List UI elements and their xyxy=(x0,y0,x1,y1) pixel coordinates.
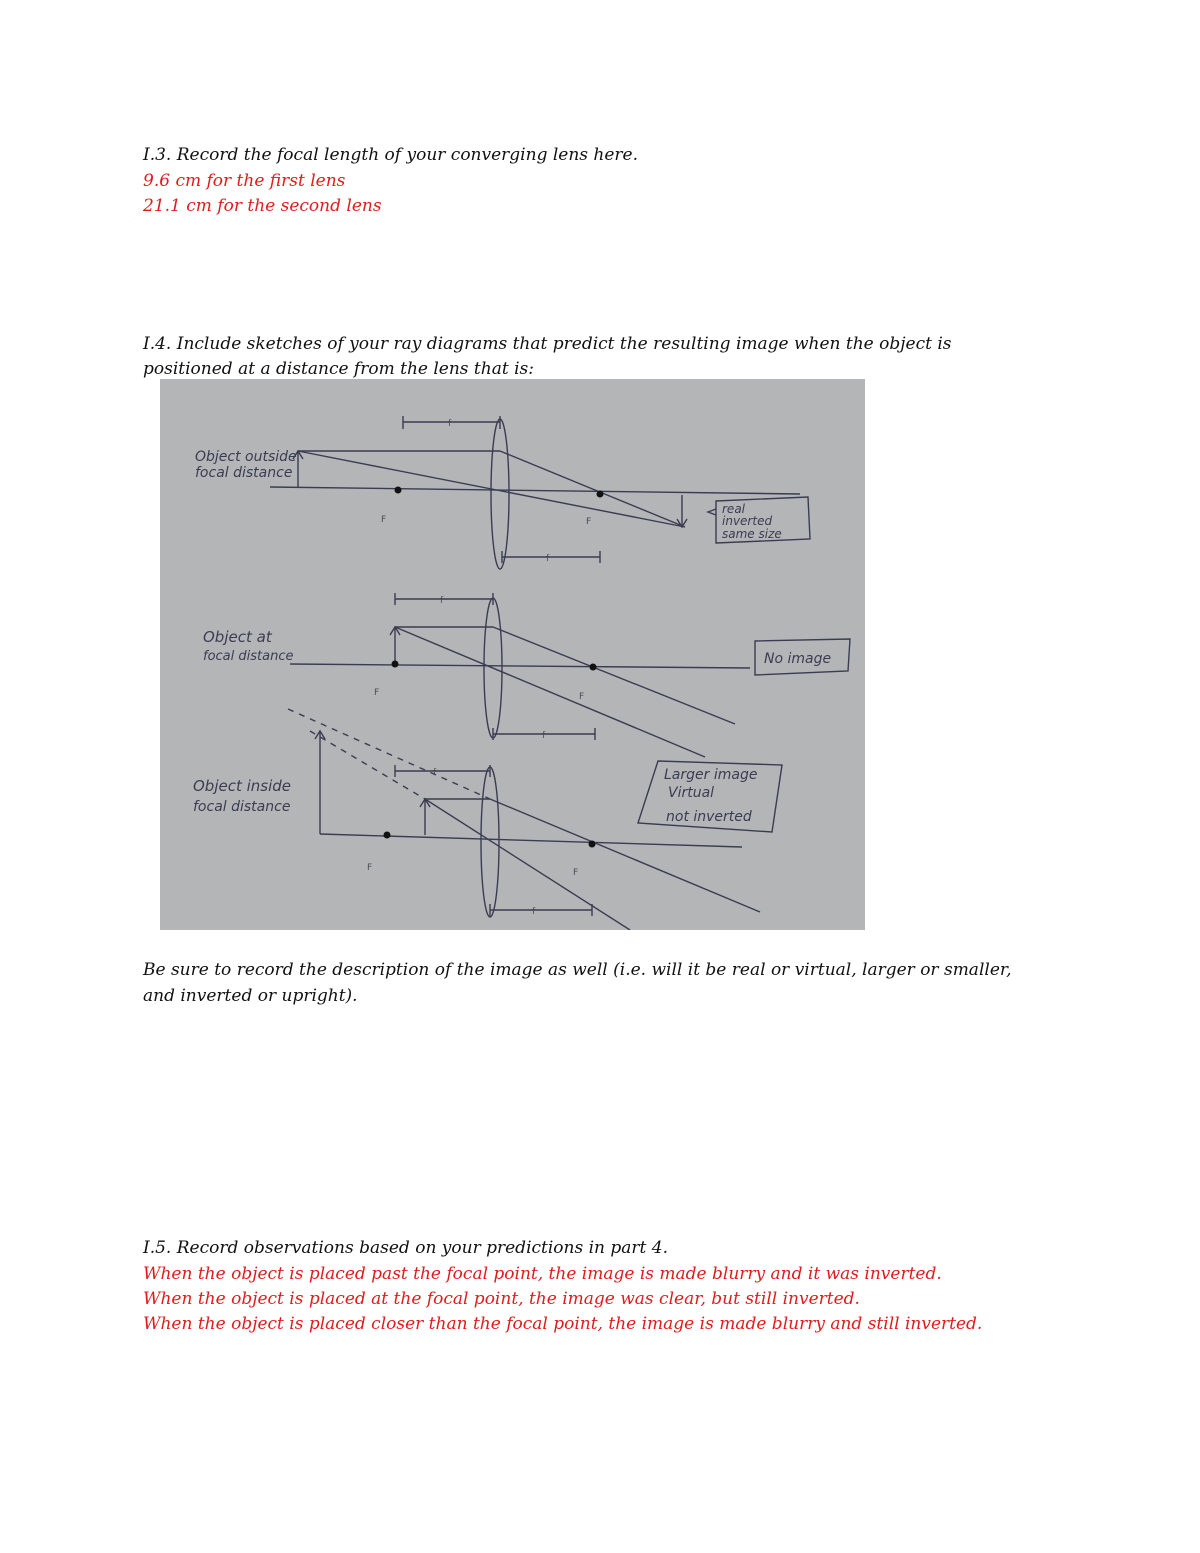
diagram-2-label-line-2: focal distance xyxy=(203,649,294,664)
question-1-4-prompt-line-2: positioned at a distance from the lens that is: xyxy=(143,359,534,379)
focal-point-3a: F xyxy=(367,863,373,873)
question-1-5-prompt: I.5. Record observations based on your predictions in part 4. xyxy=(143,1238,668,1258)
focal-point-2b: F xyxy=(579,692,585,702)
diagram-2-label-line-1: Object at xyxy=(203,628,272,646)
diagram-object-outside xyxy=(270,416,810,569)
focal-point-1b: F xyxy=(586,517,592,527)
focal-point-3b: F xyxy=(573,868,579,878)
focal-mark-3b: f xyxy=(532,907,536,917)
answer-1-3-second-lens: 21.1 cm for the second lens xyxy=(143,196,382,216)
focal-mark-2a: f xyxy=(440,596,444,606)
diagram-3-note-line-2: Virtual xyxy=(668,785,715,801)
question-1-4-note-line-2: and inverted or upright). xyxy=(143,986,358,1006)
diagram-1-note-line-3: same size xyxy=(722,527,782,541)
question-1-4-prompt-line-1: I.4. Include sketches of your ray diagrams that predict the resulting image when the object is xyxy=(143,334,952,354)
answer-1-5-at-focal: When the object is placed at the focal point, the image was clear, but still inverted. xyxy=(143,1289,860,1309)
diagram-1-label-line-2: focal distance xyxy=(195,465,293,481)
focal-point-2a: F xyxy=(374,688,380,698)
focal-mark-1a: f xyxy=(448,419,452,429)
diagram-3-label-line-2: focal distance xyxy=(193,799,291,815)
diagram-3-note-line-1: Larger image xyxy=(664,767,758,783)
answer-1-5-inside-focal: When the object is placed closer than the focal point, the image is made blurry and still inverted. xyxy=(143,1314,983,1334)
answer-1-5-past-focal: When the object is placed past the focal point, the image is made blurry and it was inverted. xyxy=(143,1264,942,1284)
focal-mark-2b: f xyxy=(542,731,546,741)
focal-point-1a: F xyxy=(381,515,387,525)
question-1-4-note-line-1: Be sure to record the description of the image as well (i.e. will it be real or virtual, larger or smaller, xyxy=(143,960,1012,980)
diagram-2-note: No image xyxy=(764,651,832,667)
diagram-3-note-line-3: not inverted xyxy=(666,809,752,825)
diagram-3-label-line-1: Object inside xyxy=(193,777,292,795)
ray-diagram-sketch-photo xyxy=(160,379,865,930)
diagram-1-label-line-1: Object outside xyxy=(195,449,297,465)
focal-mark-3a: f xyxy=(433,768,437,778)
answer-1-3-first-lens: 9.6 cm for the first lens xyxy=(143,171,346,191)
diagram-object-at-focal xyxy=(290,593,850,757)
diagram-1-note-line-2: inverted xyxy=(722,514,773,528)
diagram-1-note-line-1: real xyxy=(722,502,746,516)
focal-mark-1b: f xyxy=(546,554,550,564)
question-1-3-prompt: I.3. Record the focal length of your converging lens here. xyxy=(143,145,639,165)
